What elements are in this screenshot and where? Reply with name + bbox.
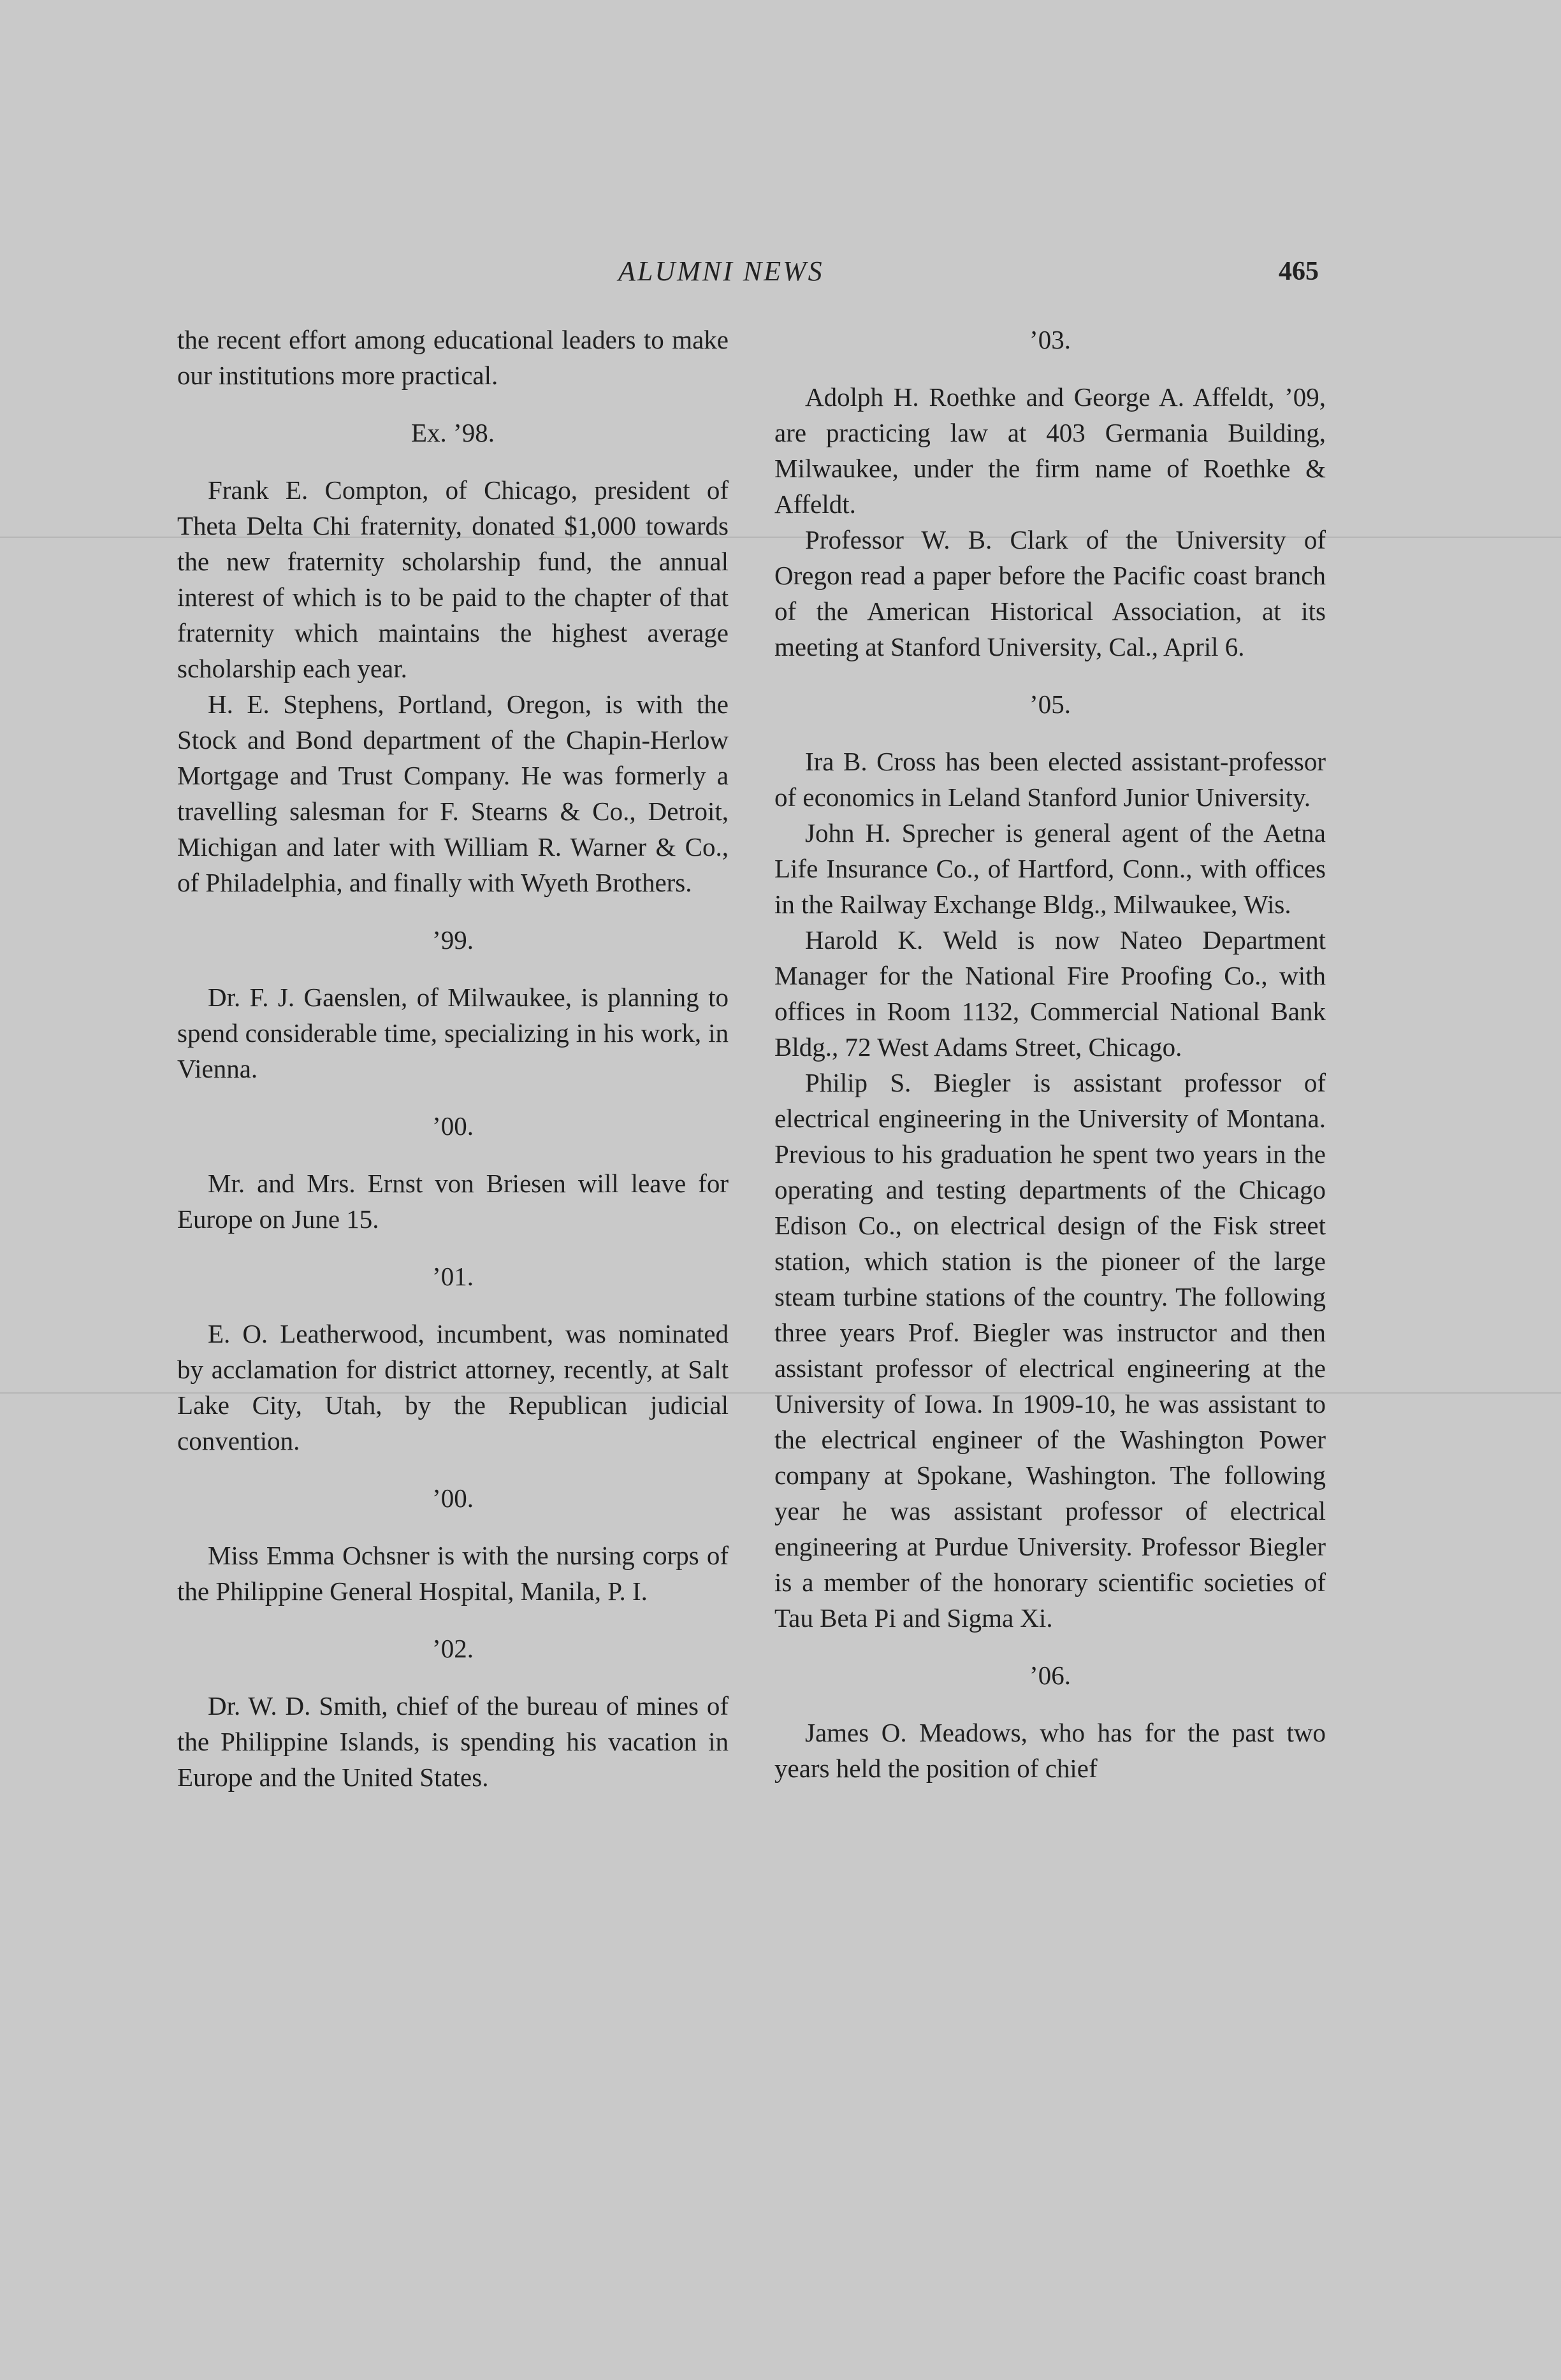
paragraph: Miss Emma Ochsner is with the nursing corps of the Philippine General Hospital, Manila, P. I. xyxy=(177,1541,729,1606)
class-heading: ’03. xyxy=(1029,325,1071,354)
right-column xyxy=(774,322,1326,1786)
paragraph: Adolph H. Roethke and George A. Affeldt, ’09, are practicing law at 403 Germania Building, Milwaukee, under the firm name of Roethke & Affeldt. xyxy=(774,382,1326,519)
paragraph: John H. Sprecher is general agent of the Aetna Life Insurance Co., of Hartford, Conn., with offices in the Railway Exchange Bldg., Milwaukee, Wis. xyxy=(774,818,1326,919)
paragraph: James O. Meadows, who has for the past two years held the position of chief xyxy=(774,1718,1326,1783)
paragraph: Philip S. Biegler is assistant professor of electrical engineering in the University of Montana. Previous to his graduation he spent two years in the operating and testing departments of the Chicago Edison Co., on electrical design of the Fisk street station, which station is the pioneer of the large steam turbine stations of the country. The following three years Prof. Biegler was instructor and then assistant professor of electrical engineering at the University of Iowa. In 1909-10, he was assistant to the electrical engineer of the Washington Power company at Spokane, Washington. The following year he was assistant professor of electrical engineering at Purdue University. Professor Biegler is a member of the honorary scientific societies of Tau Beta Pi and Sigma Xi. xyxy=(774,1068,1326,1633)
paragraph: Dr. F. J. Gaenslen, of Milwaukee, is planning to spend considerable time, specializing in his work, in Vienna. xyxy=(177,983,729,1083)
class-heading: ’05. xyxy=(1029,689,1071,719)
class-heading: ’01. xyxy=(432,1262,474,1291)
left-column xyxy=(177,322,729,1795)
class-heading: ’02. xyxy=(432,1634,474,1663)
class-heading: ’00. xyxy=(432,1111,474,1141)
paragraph: Ira B. Cross has been elected assistant-professor of economics in Leland Stanford Junior University. xyxy=(774,747,1326,812)
class-heading: ’99. xyxy=(432,925,474,955)
paragraph: Harold K. Weld is now Nateo Department Manager for the National Fire Proofing Co., with offices in Room 1132, Commercial National Bank Bldg., 72 West Adams Street, Chicago. xyxy=(774,925,1326,1062)
paragraph: Frank E. Compton, of Chicago, president of Theta Delta Chi fraternity, donated $1,000 towards the new fraternity scholarship fund, the annual interest of which is to be paid to the chapter of that fraternity which maintains the highest average scholarship each year. xyxy=(177,475,729,683)
class-heading: ’00. xyxy=(432,1483,474,1513)
running-header-title: ALUMNI NEWS xyxy=(618,256,824,287)
paragraph: Mr. and Mrs. Ernst von Briesen will leave for Europe on June 15. xyxy=(177,1169,729,1234)
page-number: 465 xyxy=(1279,257,1319,286)
paragraph: Dr. W. D. Smith, chief of the bureau of mines of the Philippine Islands, is spending his vacation in Europe and the United States. xyxy=(177,1691,729,1792)
paragraph: Professor W. B. Clark of the University of Oregon read a paper before the Pacific coast branch of the American Historical Association, at its meeting at Stanford University, Cal., April 6. xyxy=(774,525,1326,661)
paragraph: E. O. Leatherwood, incumbent, was nominated by acclamation for district attorney, recently, at Salt Lake City, Utah, by the Republican judicial convention. xyxy=(177,1319,729,1455)
paragraph: the recent effort among educational leaders to make our institutions more practical. xyxy=(177,325,729,390)
paragraph: H. E. Stephens, Portland, Oregon, is with the Stock and Bond department of the Chapin-Herlow Mortgage and Trust Company. He was formerly a travelling salesman for F. Stearns & Co., Detroit, Michigan and later with William R. Warner & Co., of Philadelphia, and finally with Wyeth Brothers. xyxy=(177,689,729,897)
class-heading: Ex. ’98. xyxy=(411,418,495,447)
class-heading: ’06. xyxy=(1029,1661,1071,1690)
